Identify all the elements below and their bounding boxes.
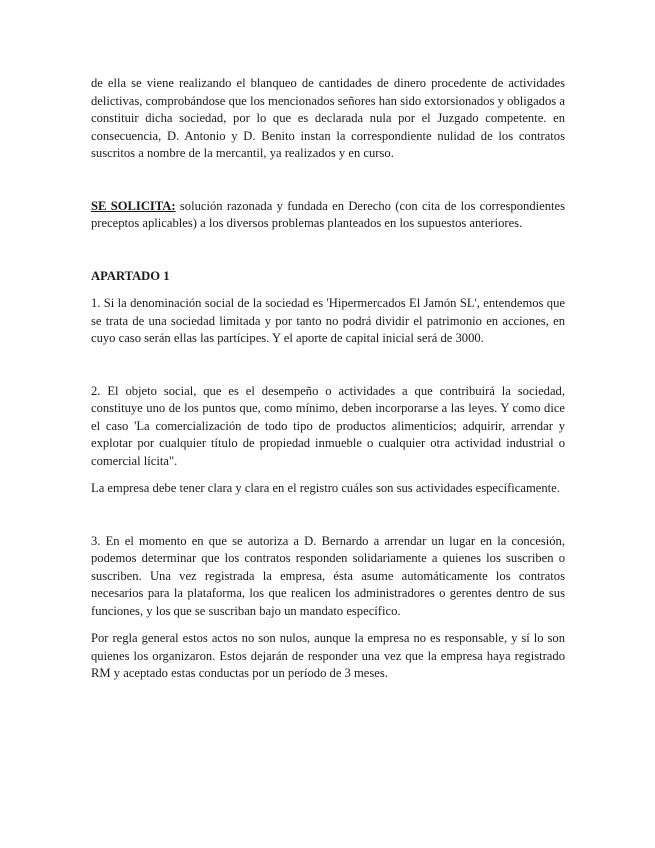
paragraph-3b: Por regla general estos actos no son nulos, aunque la empresa no es responsable, y sí lo son quienes los organizaron. Estos dejarán de responder una vez que la empresa haya registrado RM y aceptado estas conductas por un período de 3 meses.	[91, 631, 565, 680]
spacer	[91, 285, 565, 295]
document-page	[91, 75, 565, 683]
solicita-paragraph	[91, 198, 565, 233]
intro-paragraph: de ella se viene realizando el blanqueo de cantidades de dinero procedente de actividades delictivas, comprobándose que los mencionados señores han sido extorsionados y obligados a constituir dicha sociedad, por lo que es declarada nula por el Juzgado competente. en consecuencia, D. Antonio y D. Benito instan la correspondiente nulidad de los contratos suscritos a nombre de la mercantil, ya realizados y en curso.	[91, 76, 565, 160]
spacer	[91, 348, 565, 383]
spacer	[91, 233, 565, 268]
spacer	[91, 470, 565, 480]
solicita-text: solución razonada y fundada en Derecho (con cita de los correspondientes preceptos aplicables) a los diversos problemas planteados en los supuestos anteriores.	[91, 198, 565, 230]
paragraph-2b: La empresa debe tener clara y clara en el registro cuáles son sus actividades específicamente.	[91, 481, 560, 495]
spacer	[91, 620, 565, 630]
paragraph-2: 2. El objeto social, que es el desempeño o actividades a que contribuirá la sociedad, constituye uno de los puntos que, como mínimo, deben incorporarse a las leyes. Y como dice el caso 'La comercialización de todo tipo de productos alimenticios; adquirir, arrendar y explotar por cualquier título de propiedad inmueble o cualquier otra actividad industrial o comercial lícita".	[91, 383, 565, 468]
paragraph-1: 1. Si la denominación social de la sociedad es 'Hipermercados El Jamón SL', entendemos que se trata de una sociedad limitada y por tanto no podrá dividir el patrimonio en acciones, en cuyo caso serán ellas las partícipes. Y el aporte de capital inicial será de 3000.	[91, 296, 565, 345]
paragraph-3: 3. En el momento en que se autoriza a D. Bernardo a arrendar un lugar en la concesión, podemos determinar que los contratos responden solidariamente a quienes los suscriben o suscriben. Una vez registrada la empresa, ésta asume automáticamente los contratos necesarios para la plataforma, los que realicen los administradores o gerentes dentro de sus funciones, y los que se suscriban bajo un mandato específico.	[91, 533, 565, 618]
spacer	[91, 163, 565, 198]
solicita-label: SE SOLICITA:	[91, 198, 176, 213]
spacer	[91, 498, 565, 533]
section-heading: APARTADO 1	[91, 268, 170, 283]
